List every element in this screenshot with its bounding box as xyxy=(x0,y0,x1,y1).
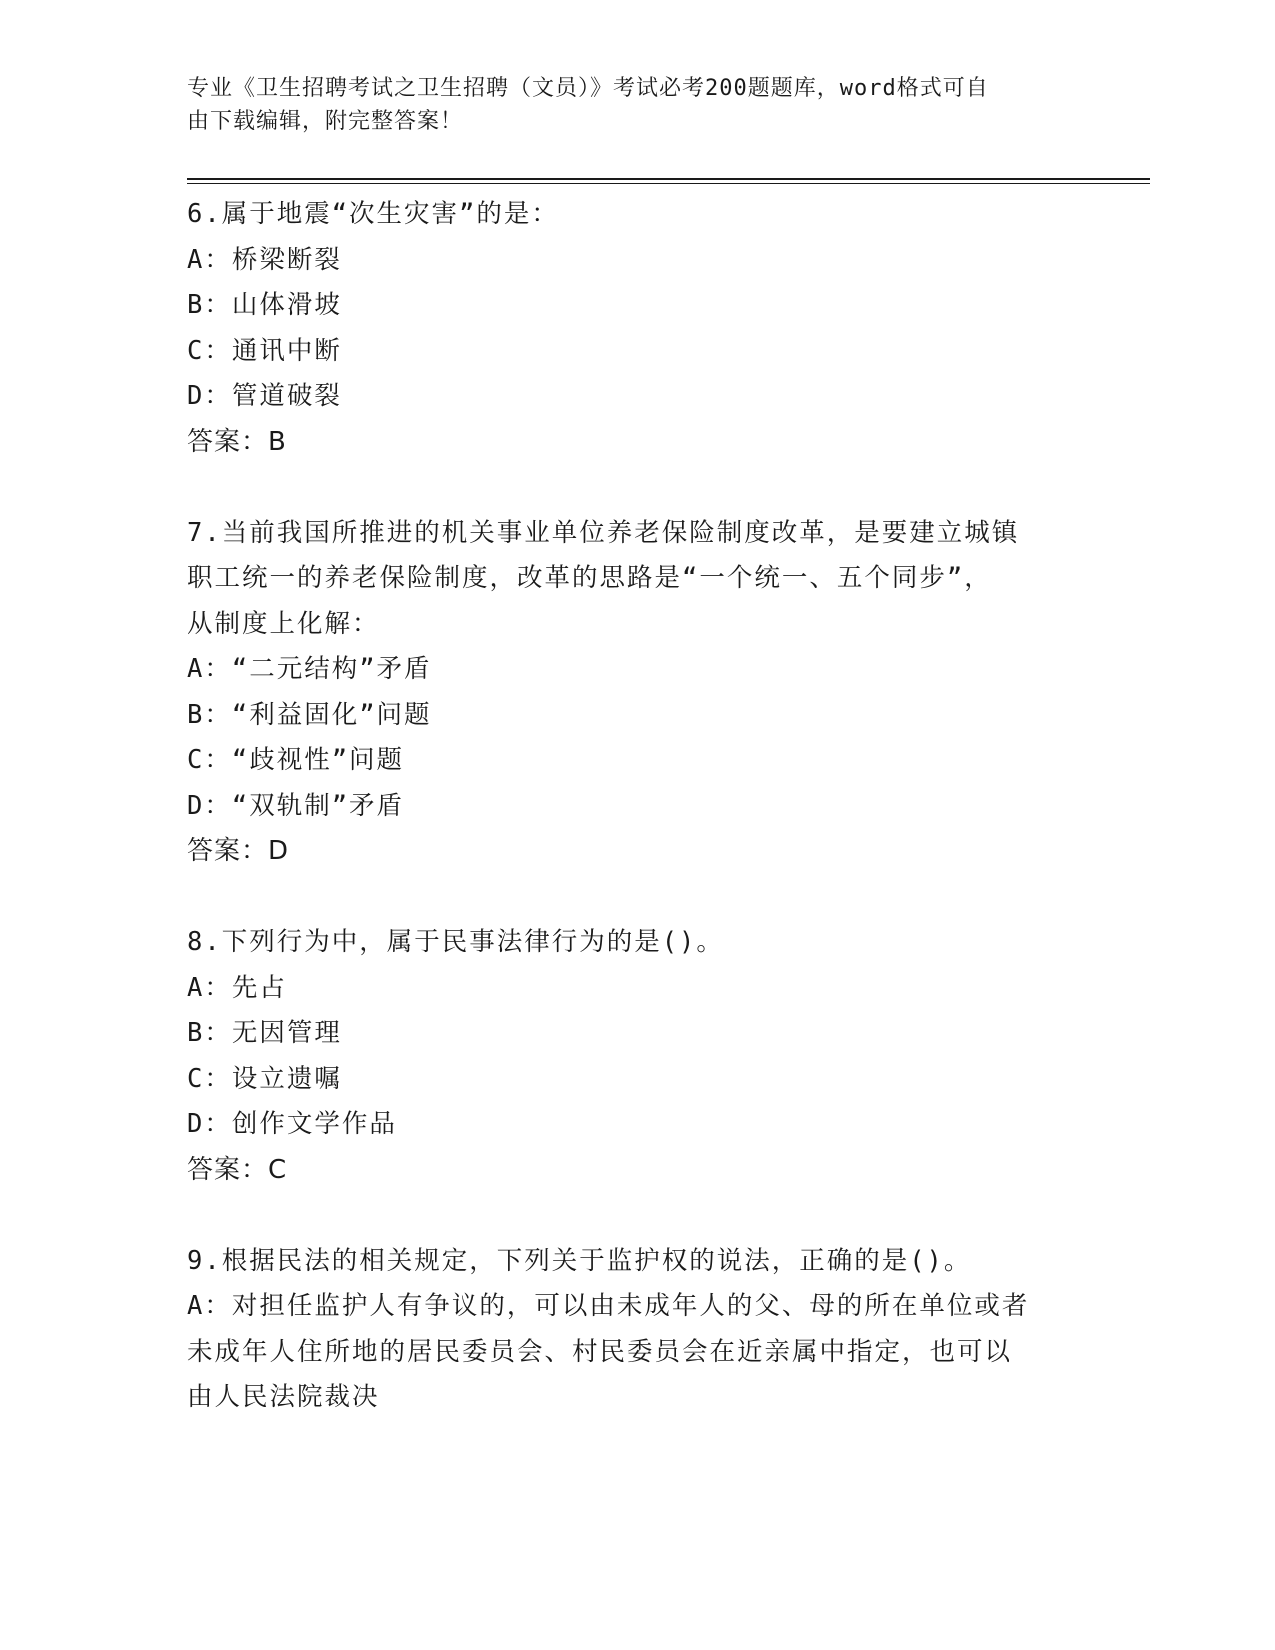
option-d: D：创作文学作品 xyxy=(187,1109,397,1139)
question-6 xyxy=(187,192,1067,465)
header-divider-thin xyxy=(187,183,1150,184)
option-a-line-3: 由人民法院裁决 xyxy=(187,1382,380,1412)
answer-label: 答案：D xyxy=(187,836,290,866)
option-b: B：“利益固化”问题 xyxy=(187,699,432,730)
option-a: A：桥梁断裂 xyxy=(187,244,342,275)
option-a: A：先占 xyxy=(187,972,287,1003)
question-8 xyxy=(187,920,1067,1193)
option-d: D：“双轨制”矛盾 xyxy=(187,790,405,821)
question-stem: 8.下列行为中，属于民事法律行为的是()。 xyxy=(187,927,724,957)
question-9 xyxy=(187,1239,1067,1421)
option-d: D：管道破裂 xyxy=(187,381,342,411)
question-stem: 6.属于地震“次生灾害”的是： xyxy=(187,199,559,229)
header-divider-thick xyxy=(187,178,1150,180)
question-stem-line-3: 从制度上化解： xyxy=(187,608,380,639)
option-c: C：通讯中断 xyxy=(187,335,342,366)
answer-label: 答案：C xyxy=(187,1154,288,1185)
option-a: A：“二元结构”矛盾 xyxy=(187,654,432,684)
document-header xyxy=(187,72,1087,138)
question-stem: 9.根据民法的相关规定，下列关于监护权的说法，正确的是()。 xyxy=(187,1245,972,1276)
question-stem-line-1: 7.当前我国所推进的机关事业单位养老保险制度改革，是要建立城镇 xyxy=(187,517,1020,548)
option-b: B：无因管理 xyxy=(187,1018,342,1048)
option-b: B：山体滑坡 xyxy=(187,290,342,320)
answer-label: 答案：B xyxy=(187,426,287,457)
question-stem-line-2: 职工统一的养老保险制度，改革的思路是“一个统一、五个同步”， xyxy=(187,563,992,593)
option-c: C：设立遗嘱 xyxy=(187,1063,342,1094)
option-a-line-1: A：对担任监护人有争议的，可以由未成年人的父、母的所在单位或者 xyxy=(187,1291,1030,1321)
option-a-line-2: 未成年人住所地的居民委员会、村民委员会在近亲属中指定，也可以 xyxy=(187,1336,1013,1367)
header-line-1: 专业《卫生招聘考试之卫生招聘（文员）》考试必考200题题库，word格式可自 xyxy=(187,76,989,101)
header-line-2: 由下载编辑，附完整答案！ xyxy=(187,109,464,134)
option-c: C：“歧视性”问题 xyxy=(187,745,405,775)
question-7 xyxy=(187,511,1067,875)
question-list xyxy=(187,192,1067,1421)
